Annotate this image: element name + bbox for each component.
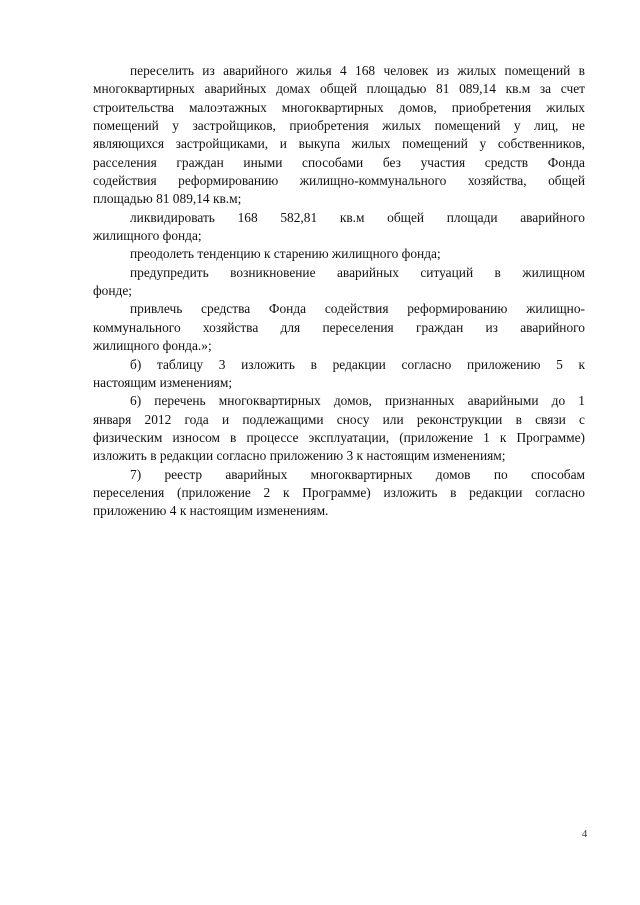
text-line: фонде; [93,283,133,299]
text-line: содействия реформированию жилищно-коммунального хозяйства, общей [93,173,585,189]
paragraph-prevent [93,264,585,301]
text-line: коммунального хозяйства для переселения граждан из аварийного [93,319,585,335]
text-line: 6) перечень многоквартирных домов, признанных аварийными до 1 [130,393,585,409]
text-line: помещений у застройщиков, приобретения жилых помещений у лиц, не [93,118,585,134]
paragraph-table-3 [93,356,585,393]
text-line: изложить в редакции согласно приложению 3 к настоящим изменениям; [93,448,506,464]
text-line: физическим износом в процессе эксплуатации, (приложение 1 к Программе) [93,429,585,445]
page-number: 4 [582,829,588,840]
text-line: б) таблицу 3 изложить в редакции согласно приложению 5 к [130,356,585,372]
text-line: строительства малоэтажных многоквартирных домов, приобретения жилых [93,99,585,115]
paragraph-resettle [93,62,585,209]
text-line: являющихся застройщиками, и выкупа жилых помещений у собственников, [93,136,585,152]
text-line: переселения (приложение 2 к Программе) изложить в редакции согласно [93,484,585,500]
text-line: переселить из аварийного жилья 4 168 человек из жилых помещений в [130,63,585,78]
paragraph-item-6 [93,392,585,465]
text-line: 7) реестр аварийных многоквартирных домов по способам [130,466,585,482]
text-line: жилищного фонда; [93,228,202,244]
text-line: января 2012 года и подлежащими сносу или реконструкции в связи с [93,411,585,427]
text-line: ликвидировать 168 582,81 кв.м общей площади аварийного [130,209,585,225]
text-line: многоквартирных аварийных домах общей площадью 81 089,14 кв.м за счет [93,81,585,97]
text-line: приложению 4 к настоящим изменениям. [93,503,329,519]
text-line: преодолеть тенденцию к старению жилищного фонда; [130,246,441,262]
text-line: настоящим изменениям; [93,374,233,390]
text-line: предупредить возникновение аварийных ситуаций в жилищном [130,264,585,280]
paragraph-attract [93,300,585,355]
text-line: привлечь средства Фонда содействия реформированию жилищно- [130,301,585,317]
text-line: площадью 81 089,14 кв.м; [93,191,242,207]
text-line: расселения граждан иными способами без участия средств Фонда [93,154,585,170]
text-line: жилищного фонда.»; [93,338,212,354]
paragraph-overcome [93,245,585,263]
paragraph-item-7 [93,466,585,521]
paragraph-liquidate [93,209,585,246]
document-body [93,62,585,521]
